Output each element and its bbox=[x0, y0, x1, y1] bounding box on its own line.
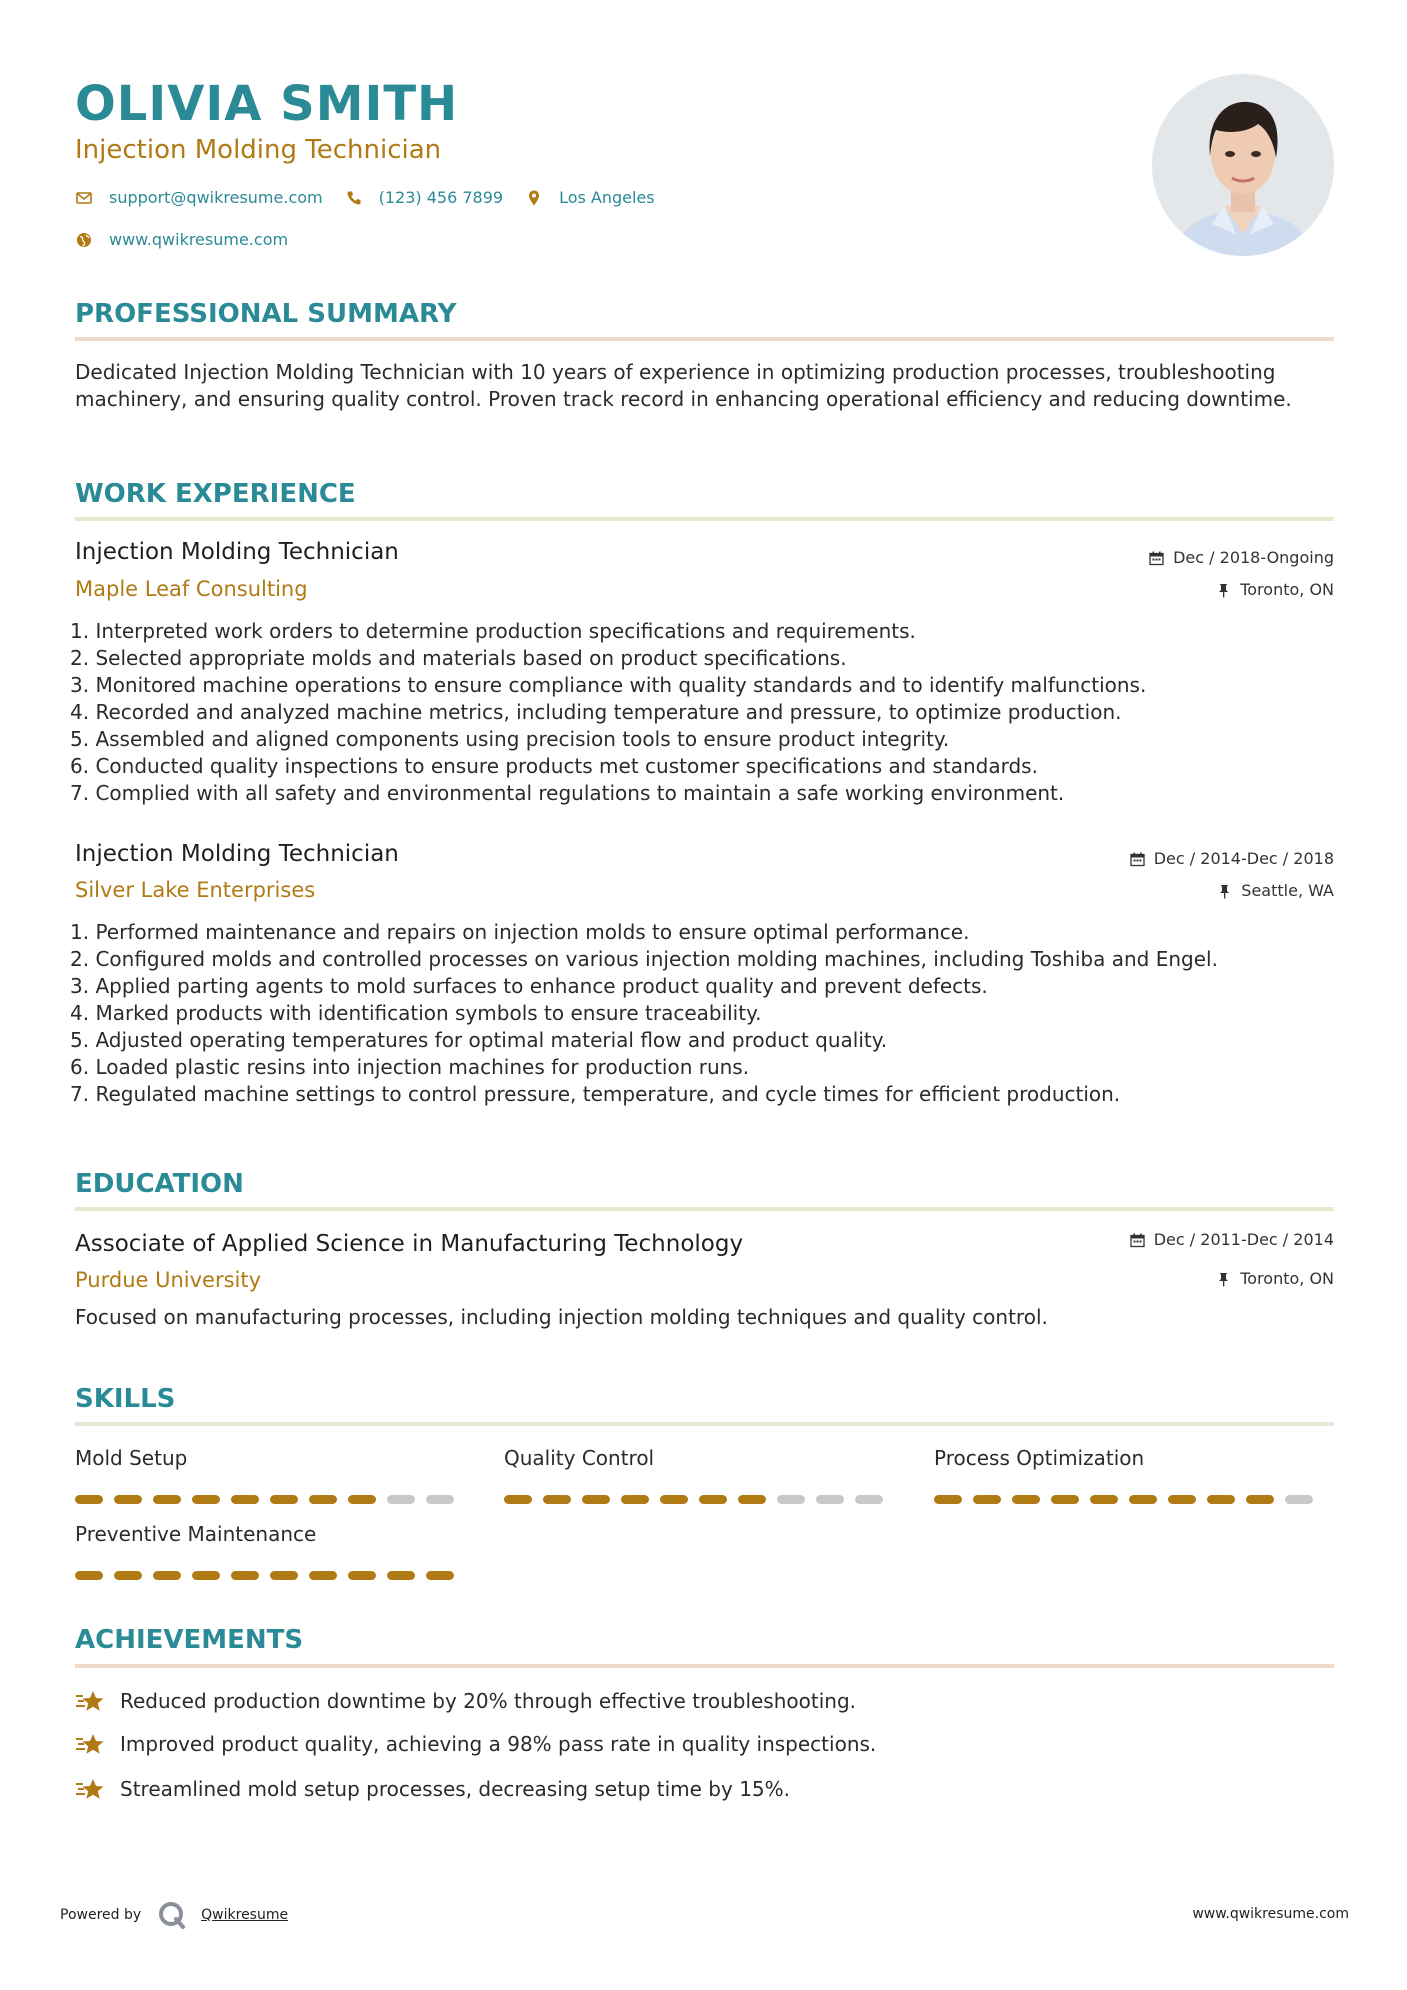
skill-dash-empty bbox=[855, 1495, 883, 1504]
skill-dash-filled bbox=[75, 1495, 103, 1504]
skill-dash-filled bbox=[1207, 1495, 1235, 1504]
list-item: 5. Adjusted operating temperatures for optimal material flow and product quality. bbox=[70, 1028, 888, 1052]
skill-dash-empty bbox=[387, 1495, 415, 1504]
skill-dash-filled bbox=[348, 1495, 376, 1504]
job-location bbox=[1217, 880, 1334, 902]
list-item: 4. Recorded and analyzed machine metrics, including temperature and pressure, to optimize production. bbox=[70, 700, 1122, 724]
section-divider bbox=[75, 517, 1334, 521]
list-item: 1. Interpreted work orders to determine production specifications and requirements. bbox=[70, 619, 916, 643]
email-text: support@qwikresume.com bbox=[109, 188, 323, 207]
section-divider bbox=[75, 337, 1334, 341]
skill-name: Process Optimization bbox=[934, 1446, 1145, 1470]
education-location bbox=[1216, 1268, 1334, 1290]
list-item: 3. Applied parting agents to mold surfaces to enhance product quality and prevent defects. bbox=[70, 974, 988, 998]
education-description: Focused on manufacturing processes, including injection molding techniques and quality control. bbox=[75, 1305, 1048, 1329]
skill-dash-empty bbox=[426, 1495, 454, 1504]
skill-dash-filled bbox=[504, 1495, 532, 1504]
candidate-role: Injection Molding Technician bbox=[75, 135, 442, 165]
job-location-text: Toronto, ON bbox=[1240, 580, 1334, 599]
footer-site-link[interactable]: www.qwikresume.com bbox=[1192, 1906, 1349, 1922]
list-item: 6. Conducted quality inspections to ensure products met customer specifications and standards. bbox=[70, 754, 1038, 778]
list-item: 5. Assembled and aligned components using precision tools to ensure product integrity. bbox=[70, 727, 950, 751]
summary-text: Dedicated Injection Molding Technician with 10 years of experience in optimizing production processes, troubleshooting machinery, and ensuring quality control. Proven track record in enhancing operational efficiency and reducing downtime. bbox=[75, 360, 1292, 411]
skill-name: Mold Setup bbox=[75, 1446, 188, 1470]
contact-email[interactable] bbox=[75, 188, 323, 207]
achievement-text: Improved product quality, achieving a 98% pass rate in quality inspections. bbox=[120, 1731, 877, 1756]
skill-dash-empty bbox=[816, 1495, 844, 1504]
star-badge-icon bbox=[75, 1687, 107, 1715]
map-pin-icon bbox=[525, 189, 543, 207]
skill-dash-filled bbox=[1168, 1495, 1196, 1504]
calendar-icon bbox=[1130, 1233, 1145, 1248]
skill-dash-filled bbox=[621, 1495, 649, 1504]
skill-dash-filled bbox=[192, 1571, 220, 1580]
list-item: 1. Performed maintenance and repairs on injection molds to ensure optimal performance. bbox=[70, 920, 970, 944]
list-item: 3. Monitored machine operations to ensure compliance with quality standards and to identify malfunctions. bbox=[70, 673, 1147, 697]
footer-powered-by bbox=[60, 1900, 288, 1930]
skill-dash-filled bbox=[934, 1495, 962, 1504]
brand-link[interactable]: Qwikresume bbox=[201, 1907, 289, 1923]
degree-title: Associate of Applied Science in Manufacturing Technology bbox=[75, 1231, 744, 1257]
contact-row bbox=[75, 188, 677, 207]
pushpin-icon bbox=[1216, 583, 1231, 598]
skill-dash-filled bbox=[660, 1495, 688, 1504]
section-title-education: EDUCATION bbox=[75, 1169, 244, 1199]
skill-dash-filled bbox=[114, 1495, 142, 1504]
school-name: Purdue University bbox=[75, 1268, 262, 1292]
star-badge-icon bbox=[75, 1775, 107, 1803]
envelope-icon bbox=[75, 189, 93, 207]
skill-dash-filled bbox=[309, 1571, 337, 1580]
list-item: 2. Selected appropriate molds and materials based on product specifications. bbox=[70, 646, 847, 670]
phone-icon bbox=[345, 189, 363, 207]
qwikresume-logo-icon bbox=[157, 1900, 187, 1930]
job-company: Maple Leaf Consulting bbox=[75, 577, 308, 601]
calendar-icon bbox=[1149, 551, 1164, 566]
skill-dash-filled bbox=[309, 1495, 337, 1504]
skill-dash-filled bbox=[1246, 1495, 1274, 1504]
skill-dash-filled bbox=[231, 1495, 259, 1504]
section-divider bbox=[75, 1664, 1334, 1668]
skill-dash-filled bbox=[1051, 1495, 1079, 1504]
skill-name: Quality Control bbox=[504, 1446, 655, 1470]
job-location bbox=[1216, 579, 1334, 601]
contact-location bbox=[525, 188, 655, 207]
job-company: Silver Lake Enterprises bbox=[75, 878, 316, 902]
website-text: www.qwikresume.com bbox=[109, 230, 289, 249]
skill-dash-filled bbox=[153, 1571, 181, 1580]
skill-dash-filled bbox=[1012, 1495, 1040, 1504]
profile-portrait-icon bbox=[1152, 74, 1334, 256]
section-title-summary: PROFESSIONAL SUMMARY bbox=[75, 299, 457, 329]
skill-dash-filled bbox=[348, 1571, 376, 1580]
list-item: 7. Complied with all safety and environmental regulations to maintain a safe working environment. bbox=[70, 781, 1065, 805]
job-dates-text: Dec / 2018-Ongoing bbox=[1173, 548, 1334, 567]
skill-dash-filled bbox=[270, 1571, 298, 1580]
list-item: 4. Marked products with identification symbols to ensure traceability. bbox=[70, 1001, 762, 1025]
achievement-text: Reduced production downtime by 20% through effective troubleshooting. bbox=[120, 1688, 856, 1713]
skill-dash-filled bbox=[192, 1495, 220, 1504]
contact-row-website bbox=[75, 230, 310, 249]
education-location-text: Toronto, ON bbox=[1240, 1269, 1334, 1288]
skill-dash-filled bbox=[153, 1495, 181, 1504]
education-dates-text: Dec / 2011-Dec / 2014 bbox=[1153, 1230, 1334, 1249]
candidate-name: OLIVIA SMITH bbox=[75, 76, 459, 132]
location-text: Los Angeles bbox=[559, 188, 655, 207]
section-title-work: WORK EXPERIENCE bbox=[75, 479, 356, 509]
skill-dash-filled bbox=[1129, 1495, 1157, 1504]
skill-dash-filled bbox=[699, 1495, 727, 1504]
contact-website[interactable] bbox=[75, 230, 288, 249]
skill-dash-filled bbox=[973, 1495, 1001, 1504]
achievement-item bbox=[75, 1775, 790, 1803]
job-title: Injection Molding Technician bbox=[75, 841, 399, 867]
skill-dash-filled bbox=[270, 1495, 298, 1504]
skill-dash-filled bbox=[114, 1571, 142, 1580]
list-item: 6. Loaded plastic resins into injection machines for production runs. bbox=[70, 1055, 750, 1079]
skill-dash-filled bbox=[738, 1495, 766, 1504]
job-dates bbox=[1130, 848, 1334, 870]
skill-name: Preventive Maintenance bbox=[75, 1522, 317, 1546]
section-divider bbox=[75, 1207, 1334, 1211]
skill-dash-filled bbox=[75, 1571, 103, 1580]
section-divider bbox=[75, 1422, 1334, 1426]
skill-level-bar bbox=[934, 1495, 1314, 1504]
skill-dash-filled bbox=[1090, 1495, 1118, 1504]
achievement-text: Streamlined mold setup processes, decreasing setup time by 15%. bbox=[120, 1776, 791, 1801]
job-dates bbox=[1149, 547, 1334, 569]
job-bullets bbox=[70, 919, 1334, 1108]
profile-photo bbox=[1152, 74, 1334, 256]
list-item: 2. Configured molds and controlled processes on various injection molding machines, including Toshiba and Engel. bbox=[70, 947, 1218, 971]
skill-dash-filled bbox=[582, 1495, 610, 1504]
skill-dash-filled bbox=[231, 1571, 259, 1580]
pushpin-icon bbox=[1217, 884, 1232, 899]
calendar-icon bbox=[1130, 852, 1145, 867]
skill-dash-filled bbox=[387, 1571, 415, 1580]
contact-phone[interactable] bbox=[345, 188, 503, 207]
job-dates-text: Dec / 2014-Dec / 2018 bbox=[1153, 849, 1334, 868]
achievement-item bbox=[75, 1687, 856, 1715]
skill-dash-filled bbox=[426, 1571, 454, 1580]
skill-level-bar bbox=[504, 1495, 884, 1504]
section-title-skills: SKILLS bbox=[75, 1384, 176, 1414]
pushpin-icon bbox=[1216, 1272, 1231, 1287]
job-location-text: Seattle, WA bbox=[1241, 881, 1334, 900]
globe-icon bbox=[75, 231, 93, 249]
section-title-achievements: ACHIEVEMENTS bbox=[75, 1625, 304, 1655]
skill-dash-filled bbox=[543, 1495, 571, 1504]
skill-level-bar bbox=[75, 1571, 455, 1580]
job-bullets bbox=[70, 618, 1334, 807]
star-badge-icon bbox=[75, 1730, 107, 1758]
skill-dash-empty bbox=[1285, 1495, 1313, 1504]
skill-level-bar bbox=[75, 1495, 455, 1504]
achievement-item bbox=[75, 1730, 876, 1758]
skill-dash-empty bbox=[777, 1495, 805, 1504]
list-item: 7. Regulated machine settings to control pressure, temperature, and cycle times for efficient production. bbox=[70, 1082, 1121, 1106]
job-title: Injection Molding Technician bbox=[75, 539, 399, 565]
education-dates bbox=[1130, 1229, 1334, 1251]
phone-text: (123) 456 7899 bbox=[378, 188, 504, 207]
powered-by-label: Powered by bbox=[60, 1907, 142, 1923]
